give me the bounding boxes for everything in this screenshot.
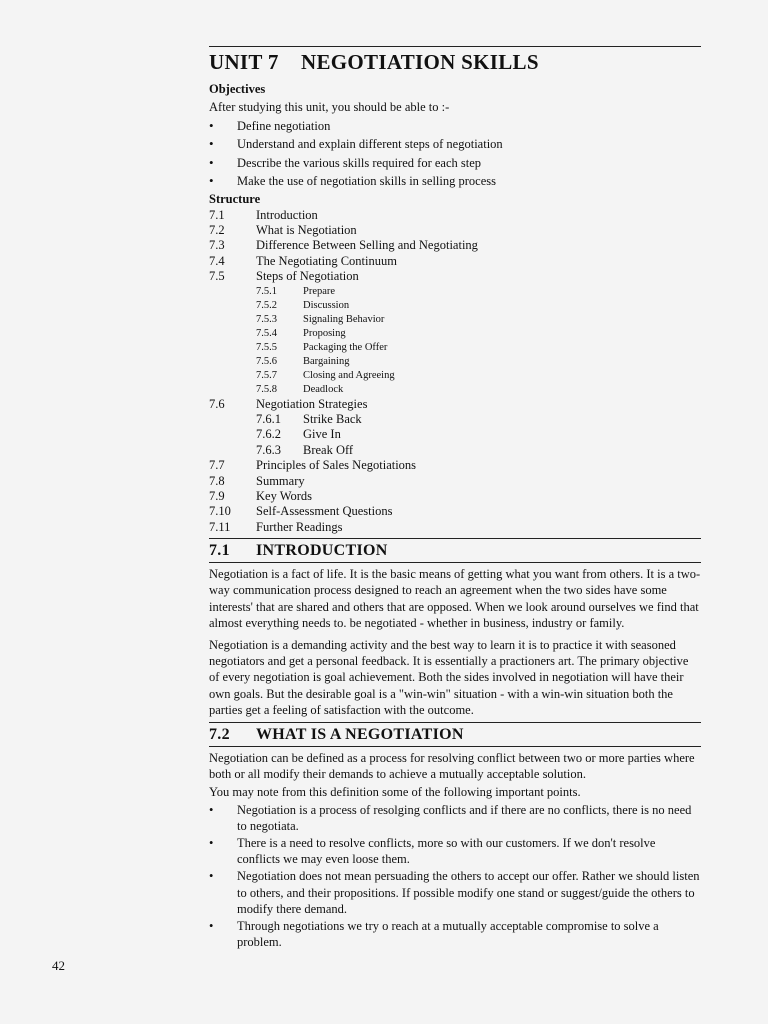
definition-paragraph: Negotiation can be defined as a process for resolving conflict between two or more parties where both or all modify their demands to achieve a mutually acceptable solution. [209,751,695,782]
section-heading-introduction [209,540,701,562]
toc-title: The Negotiating Continuum [256,253,397,268]
toc-title: Bargaining [303,355,350,367]
toc-entry [209,520,701,535]
section-rule [209,538,701,539]
toc-entry [209,223,701,238]
intro-paragraph: Negotiation is a fact of life. It is the basic means of getting what you want from others. It is a two-way communication process designed to reach an agreement when the two sides have some interests' that are shared and others that are opposed. When we look around ourselves we find that almost everything needs to. be negotiated - whether in business, industry or family. [209,567,701,630]
unit-number: UNIT 7 [209,50,279,74]
section-title: WHAT IS A NEGOTIATION [256,726,464,744]
point-item: • Negotiation does not mean persuading the others to accept our offer. Rather we should listen to others, and their propositions. If possible modify one stand or suggest/guide the others to modify there demand. [209,868,701,917]
section-rule [209,562,701,563]
point-item: • There is a need to resolve conflicts, more so with our customers. If we don't resolve conflicts we may even loose them. [209,835,701,867]
toc-number: 7.6.2 [256,427,281,442]
toc-number: 7.5.4 [256,327,277,339]
toc-subentry [209,285,701,299]
toc-title: Summary [256,473,305,488]
toc-number: 7.5.8 [256,383,277,395]
toc-number: 7.6 [209,396,225,411]
toc-subentry [209,327,701,341]
toc-entry [209,397,701,412]
toc-title: Prepare [303,285,336,297]
objective-item: • Understand and explain different steps of negotiation [209,135,701,154]
objective-item: • Make the use of negotiation skills in selling process [209,172,701,191]
toc-number: 7.5.2 [256,299,277,311]
toc-number: 7.6.1 [256,411,281,426]
toc-number: 7.4 [209,253,225,268]
toc-number: 7.1 [209,207,225,222]
toc-title: Discussion [303,299,350,311]
toc-title: Further Readings [256,519,343,534]
section-rule [209,746,701,747]
toc-title: Strike Back [303,411,362,426]
page-number: 42 [52,958,65,973]
toc-title: Signaling Behavior [303,313,385,325]
toc-title: Difference Between Selling and Negotiating [256,238,478,253]
toc-title: Steps of Negotiation [256,269,359,284]
toc-entry [209,238,701,253]
toc-title: Proposing [303,327,346,339]
toc-subentry [209,427,701,442]
objectives-heading: Objectives [209,82,266,96]
section-number: 7.2 [209,726,230,744]
toc-title: Key Words [256,488,313,503]
toc-subentry [209,299,701,313]
structure-heading: Structure [209,191,261,206]
toc-title: Principles of Sales Negotiations [256,458,417,473]
point-item: • Negotiation is a process of resolging conflicts and if there are no conflicts, there is no need to negotiata. [209,802,701,834]
section-rule [209,722,701,723]
intro-paragraph: Negotiation is a demanding activity and the best way to learn it is to practice it with seasoned negotiators and get a personal feedback. It is essentially a practioners art. The primary objective of every negotiation is goal achievement. Both the sides involved in negotiation will have their own goals. But the desirable goal is a "win-win" situation - with a win-win situation both the parties get a feeling of satisfaction with the outcome. [209,638,689,717]
structure-list [209,208,701,536]
toc-title: Deadlock [303,383,344,395]
objective-item: • Define negotiation [209,117,701,136]
toc-number: 7.5.3 [256,313,277,325]
toc-number: 7.11 [209,519,231,534]
objectives-list [209,117,701,191]
toc-entry [209,474,701,489]
toc-number: 7.9 [209,488,225,503]
toc-title: Closing and Agreeing [303,369,395,381]
toc-title: What is Negotiation [256,222,357,237]
toc-title: Negotiation Strategies [256,396,368,411]
objective-item: • Describe the various skills required for each step [209,154,701,173]
toc-number: 7.3 [209,238,225,253]
toc-number: 7.7 [209,458,225,473]
toc-entry [209,489,701,504]
toc-entry [209,504,701,519]
toc-entry [209,254,701,269]
toc-subentry [209,383,701,397]
toc-subentry [209,443,701,458]
unit-title [209,49,701,75]
point-item: • Through negotiations we try o reach at a mutually acceptable compromise to solve a problem. [209,918,701,950]
toc-subentry [209,355,701,369]
toc-subentry [209,412,701,427]
toc-title: Self-Assessment Questions [256,504,393,519]
toc-title: Break Off [303,442,354,457]
toc-number: 7.8 [209,473,225,488]
section-heading-what-is-negotiation [209,724,701,746]
toc-number: 7.2 [209,222,225,237]
section-number: 7.1 [209,542,230,560]
section-title: INTRODUCTION [256,542,388,560]
definition-note: You may note from this definition some of the following important points. [209,785,581,800]
unit-name: NEGOTIATION SKILLS [301,50,539,74]
toc-entry [209,269,701,284]
toc-number: 7.5.6 [256,355,277,367]
toc-subentry [209,341,701,355]
points-list [209,802,701,951]
toc-entry [209,458,701,473]
toc-subentry [209,313,701,327]
objectives-intro: After studying this unit, you should be able to :- [209,100,450,114]
toc-number: 7.5.7 [256,369,277,381]
toc-entry [209,208,701,223]
toc-title: Introduction [256,207,318,222]
toc-number: 7.5 [209,269,225,284]
toc-number: 7.5.1 [256,285,277,297]
top-rule [209,46,701,47]
toc-number: 7.6.3 [256,442,281,457]
toc-title: Give In [303,427,341,442]
toc-number: 7.10 [209,504,231,519]
toc-subentry [209,369,701,383]
toc-number: 7.5.5 [256,341,277,353]
toc-title: Packaging the Offer [303,341,388,353]
document-page [209,46,701,950]
